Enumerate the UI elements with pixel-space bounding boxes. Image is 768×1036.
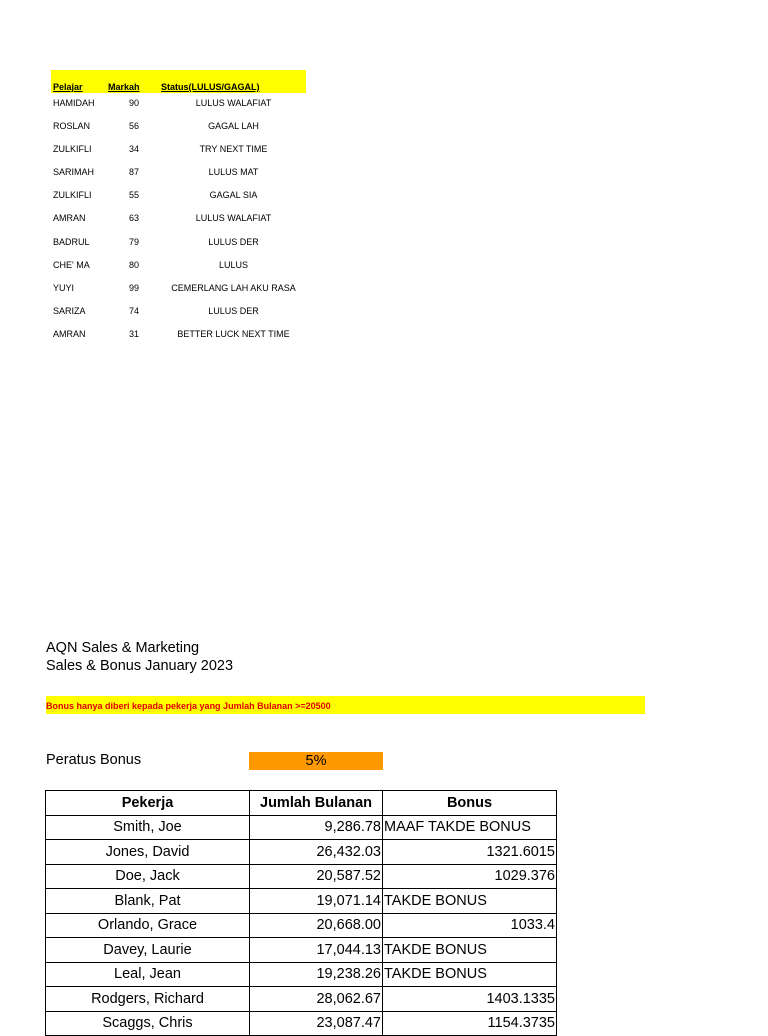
student-row	[51, 93, 306, 116]
student-status-cell[interactable]: LULUS MAT	[208, 167, 259, 178]
student-mark-cell[interactable]: 63	[128, 213, 139, 224]
student-mark-cell[interactable]: 34	[128, 144, 139, 155]
student-row	[51, 139, 306, 162]
bonus-cell[interactable]: 1321.6015	[383, 840, 557, 865]
company-heading	[46, 639, 233, 675]
employee-cell[interactable]: Leal, Jean	[46, 962, 250, 987]
sales-table-header	[46, 791, 557, 816]
student-status-cell[interactable]: BETTER LUCK NEXT TIME	[177, 328, 290, 339]
student-status-cell[interactable]: LULUS WALAFIAT	[195, 98, 272, 108]
student-status-cell[interactable]: LULUS DER	[208, 305, 259, 316]
bonus-cell[interactable]: 1403.1335	[383, 987, 557, 1012]
monthly-total-cell[interactable]: 20,668.00	[250, 913, 383, 938]
bonus-percent-label: Peratus Bonus	[46, 752, 142, 768]
student-status-cell[interactable]: LULUS	[218, 259, 248, 270]
bonus-percent-cell[interactable]: 5%	[249, 752, 383, 770]
student-name-cell[interactable]: AMRAN	[53, 328, 86, 339]
company-name: AQN Sales & Marketing	[46, 640, 200, 656]
student-row	[51, 116, 306, 139]
sales-row	[46, 962, 557, 987]
student-status-cell[interactable]: LULUS WALAFIAT	[195, 213, 272, 224]
bonus-cell[interactable]: 1033.4	[383, 913, 557, 938]
student-row	[51, 208, 306, 231]
monthly-total-cell[interactable]: 23,087.47	[250, 1011, 383, 1036]
sales-row	[46, 815, 557, 840]
bonus-cell[interactable]: TAKDE BONUS	[383, 889, 557, 914]
student-row	[51, 324, 306, 347]
student-name-cell[interactable]: BADRUL	[53, 236, 90, 247]
student-status-cell[interactable]: LULUS DER	[208, 236, 259, 247]
student-name-cell[interactable]: YUYI	[53, 282, 75, 293]
student-row	[51, 162, 306, 185]
sales-table	[45, 790, 557, 1036]
student-status-cell[interactable]: GAGAL LAH	[208, 121, 259, 132]
student-status-cell[interactable]: TRY NEXT TIME	[199, 144, 268, 155]
header-jumlah-bulanan[interactable]: Jumlah Bulanan	[250, 791, 383, 816]
monthly-total-cell[interactable]: 20,587.52	[250, 864, 383, 889]
employee-cell[interactable]: Davey, Laurie	[46, 938, 250, 963]
monthly-total-cell[interactable]: 17,044.13	[250, 938, 383, 963]
monthly-total-cell[interactable]: 28,062.67	[250, 987, 383, 1012]
student-name-cell[interactable]: CHE' MA	[53, 259, 90, 270]
student-name-cell[interactable]: SARIMAH	[53, 167, 95, 178]
sales-row	[46, 938, 557, 963]
sales-row	[46, 1011, 557, 1036]
bonus-cell[interactable]: MAAF TAKDE BONUS	[383, 815, 557, 840]
bonus-cell[interactable]: TAKDE BONUS	[383, 962, 557, 987]
sales-row	[46, 864, 557, 889]
bonus-cell[interactable]: 1029.376	[383, 864, 557, 889]
employee-cell[interactable]: Rodgers, Richard	[46, 987, 250, 1012]
header-pelajar[interactable]: Pelajar	[53, 82, 83, 92]
employee-cell[interactable]: Orlando, Grace	[46, 913, 250, 938]
student-name-cell[interactable]: AMRAN	[53, 213, 86, 224]
student-row	[51, 232, 306, 255]
student-row	[51, 301, 306, 324]
header-status[interactable]: Status(LULUS/GAGAL)	[161, 82, 260, 92]
student-row	[51, 185, 306, 208]
monthly-total-cell[interactable]: 19,071.14	[250, 889, 383, 914]
sales-row	[46, 987, 557, 1012]
header-markah[interactable]: Markah	[108, 82, 140, 92]
student-mark-cell[interactable]: 74	[128, 305, 139, 316]
student-mark-cell[interactable]: 90	[128, 98, 139, 108]
student-mark-cell[interactable]: 87	[128, 167, 139, 178]
student-table-header	[51, 70, 306, 93]
sales-subtitle: Sales & Bonus January 2023	[46, 658, 234, 674]
monthly-total-cell[interactable]: 9,286.78	[250, 815, 383, 840]
employee-cell[interactable]: Doe, Jack	[46, 864, 250, 889]
monthly-total-cell[interactable]: 26,432.03	[250, 840, 383, 865]
employee-cell[interactable]: Jones, David	[46, 840, 250, 865]
student-mark-cell[interactable]: 56	[128, 121, 139, 132]
header-pekerja[interactable]: Pekerja	[46, 791, 250, 816]
student-name-cell[interactable]: SARIZA	[53, 305, 86, 316]
employee-cell[interactable]: Scaggs, Chris	[46, 1011, 250, 1036]
student-name-cell[interactable]: ZULKIFLI	[53, 144, 92, 155]
monthly-total-cell[interactable]: 19,238.26	[250, 962, 383, 987]
student-row	[51, 255, 306, 278]
sales-row	[46, 889, 557, 914]
bonus-note[interactable]: Bonus hanya diberi kepada pekerja yang Jumlah Bulanan >=20500	[46, 696, 645, 714]
student-name-cell[interactable]: ZULKIFLI	[53, 190, 92, 201]
student-status-cell[interactable]: CEMERLANG LAH AKU RASA	[171, 282, 296, 293]
bonus-cell[interactable]: 1154.3735	[383, 1011, 557, 1036]
employee-cell[interactable]: Smith, Joe	[46, 815, 250, 840]
student-marks-table	[51, 70, 306, 347]
student-row	[51, 278, 306, 301]
student-status-cell[interactable]: GAGAL SIA	[209, 190, 258, 201]
header-bonus[interactable]: Bonus	[383, 791, 557, 816]
student-mark-cell[interactable]: 80	[128, 259, 139, 270]
student-mark-cell[interactable]: 79	[128, 236, 139, 247]
employee-cell[interactable]: Blank, Pat	[46, 889, 250, 914]
sales-row	[46, 913, 557, 938]
student-mark-cell[interactable]: 55	[128, 190, 139, 201]
sales-row	[46, 840, 557, 865]
student-mark-cell[interactable]: 31	[128, 328, 139, 339]
bonus-cell[interactable]: TAKDE BONUS	[383, 938, 557, 963]
student-name-cell[interactable]: ROSLAN	[53, 121, 91, 132]
student-name-cell[interactable]: HAMIDAH	[53, 98, 95, 108]
student-mark-cell[interactable]: 99	[128, 282, 139, 293]
